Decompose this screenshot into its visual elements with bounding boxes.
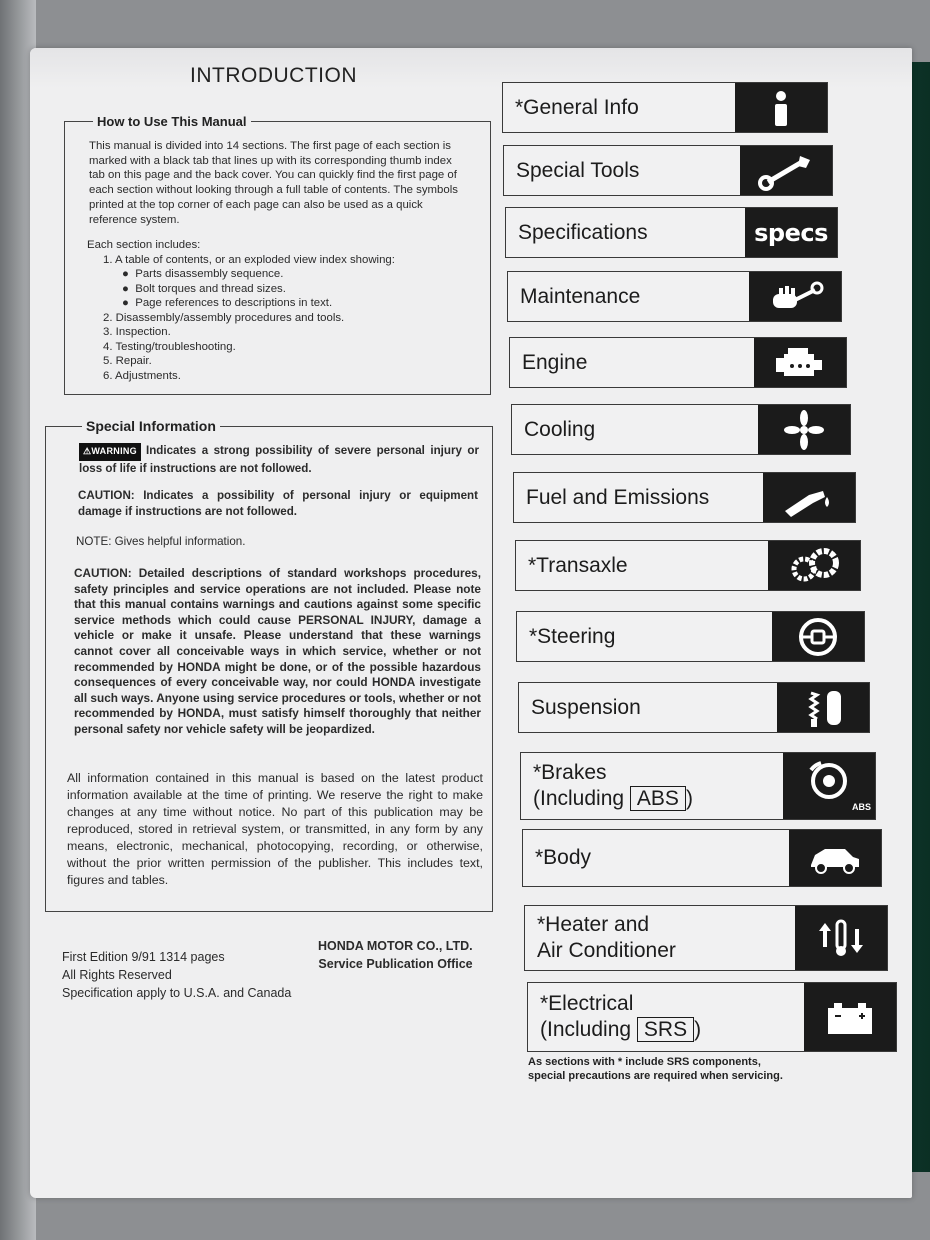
publisher-info (318, 937, 473, 973)
tab-heater-and-air-conditioner[interactable] (524, 905, 888, 971)
list-bullet: ● Bolt torques and thread sizes. (122, 282, 286, 295)
section-includes-list (87, 238, 395, 383)
rights-line: All Rights Reserved (62, 968, 172, 982)
tab-label: *Transaxle (528, 553, 628, 577)
tab-label: Fuel and Emissions (526, 485, 710, 509)
tab-transaxle[interactable] (515, 540, 861, 591)
list-bullet: ● Page references to descriptions in text. (122, 297, 333, 309)
page-title: INTRODUCTION (190, 64, 357, 87)
hand-wrench-icon (749, 272, 841, 321)
edition-info (62, 948, 291, 1002)
tab-label: Engine (522, 350, 588, 374)
list-item: 6. Adjustments. (103, 369, 181, 382)
tab-specifications[interactable] (505, 207, 838, 258)
copyright-paragraph: All information contained in this manual is based on the latest product information available at the time of printing. We reserve the right to make changes at any time without notice. No part of this publication may be reproduced, stored in retrieval system, or transmitted, in any form by any means, electronic, mechanical, photocopying, recording, or otherwise, without the prior written permission of the publisher. This includes text, figures and tables. (67, 771, 483, 887)
caution-detail-paragraph: CAUTION: Detailed descriptions of standard workshops procedures, safety principles and service operations are not included. Please note that this manual contains warnings and cautions against some specific service methods which could cause PERSONAL INJURY, damage a vehicle or make it unsafe. Please understand that these warnings cannot cover all conceivable ways in which service, whether or not recommended by HONDA might be done, or of the possible hazardous consequences of every conceivable way, nor could HONDA investigate all such ways. Anyone using service procedures or tools, whether or not recommended by HONDA, must satisfy himself thoroughly that neither personal safety nor vehicle safety will be jeopardized. (74, 566, 481, 736)
abs-icon-label: ABS (851, 802, 871, 812)
list-item: 2. Disassembly/assembly procedures and tools. (103, 311, 345, 324)
warning-paragraph (79, 443, 479, 476)
shock-absorber-icon (777, 683, 869, 732)
battery-icon (804, 983, 896, 1051)
wrench-icon (740, 146, 832, 195)
fuel-nozzle-icon (763, 473, 855, 522)
list-item: 1. A table of contents, or an exploded view index showing: (103, 253, 395, 266)
specs-icon (745, 208, 837, 257)
tab-label: *Brakes (Including ABS ) (533, 761, 693, 810)
tab-label: *Body (535, 846, 592, 869)
tab-label: *Steering (529, 624, 616, 648)
note-paragraph: NOTE: Gives helpful information. (76, 535, 246, 548)
tab-label: *Heater and Air Conditioner (537, 913, 676, 962)
tab-steering[interactable] (516, 611, 865, 662)
tab-brakes[interactable] (520, 752, 876, 820)
list-item: 4. Testing/troubleshooting. (103, 340, 236, 353)
edition-line: First Edition 9/91 1314 pages (62, 950, 225, 964)
how-to-use-body: This manual is divided into 14 sections. The first page of each section is marked with a black tab that lines up with its corresponding thumb index tab on this page and the back cover. You can quickly find the first page of each section without looking through a full table of contents. The symbols printed at the top corner of each page can also be used as a quick reference system. (89, 140, 458, 226)
list-item: 5. Repair. (103, 355, 152, 367)
list-bullet: ● Parts disassembly sequence. (122, 268, 284, 280)
steering-wheel-icon (772, 612, 864, 661)
engine-icon (754, 338, 846, 387)
company-name: HONDA MOTOR CO., LTD. (318, 939, 473, 953)
warning-text: Indicates a strong possibility of severe personal injury or loss of life if instructions are not followed. (79, 444, 479, 475)
srs-box: SRS (637, 1017, 694, 1042)
tab-label: Special Tools (516, 158, 640, 182)
tab-label: *Electrical (Including SRS ) (540, 992, 702, 1041)
tab-electrical[interactable] (527, 982, 897, 1052)
tab-maintenance[interactable] (507, 271, 842, 322)
car-body-icon (789, 830, 881, 886)
tab-body[interactable] (522, 829, 882, 887)
caution-paragraph: CAUTION: Indicates a possibility of personal injury or equipment damage if instructions are not followed. (78, 489, 478, 518)
how-to-use-heading: How to Use This Manual (93, 114, 251, 129)
info-icon (735, 83, 827, 132)
specs-icon-text: specs (754, 218, 828, 247)
abs-box: ABS (630, 786, 686, 811)
gears-icon (768, 541, 860, 590)
list-item: 3. Inspection. (103, 326, 171, 338)
tab-label: Specifications (518, 220, 648, 244)
tab-general-info[interactable] (502, 82, 828, 133)
office-name: Service Publication Office (318, 957, 473, 971)
tab-label: Maintenance (520, 284, 641, 308)
spec-line: Specification apply to U.S.A. and Canada (62, 986, 292, 1000)
tab-label: *General Info (515, 95, 639, 119)
thermometer-icon (795, 906, 887, 970)
tab-label: Cooling (524, 417, 596, 441)
fan-icon (758, 405, 850, 454)
brake-disc-icon (783, 753, 875, 819)
special-information-heading: Special Information (82, 418, 220, 434)
tab-fuel-and-emissions[interactable] (513, 472, 856, 523)
tab-engine[interactable] (509, 337, 847, 388)
warning-badge: ⚠WARNING (79, 443, 141, 461)
tab-special-tools[interactable] (503, 145, 833, 196)
tab-suspension[interactable] (518, 682, 870, 733)
list-intro: Each section includes: (87, 239, 201, 251)
tab-label: Suspension (531, 695, 641, 719)
tabs-note: As sections with * include SRS components, special precautions are required when servicing. (528, 1056, 783, 1082)
tab-cooling[interactable] (511, 404, 851, 455)
